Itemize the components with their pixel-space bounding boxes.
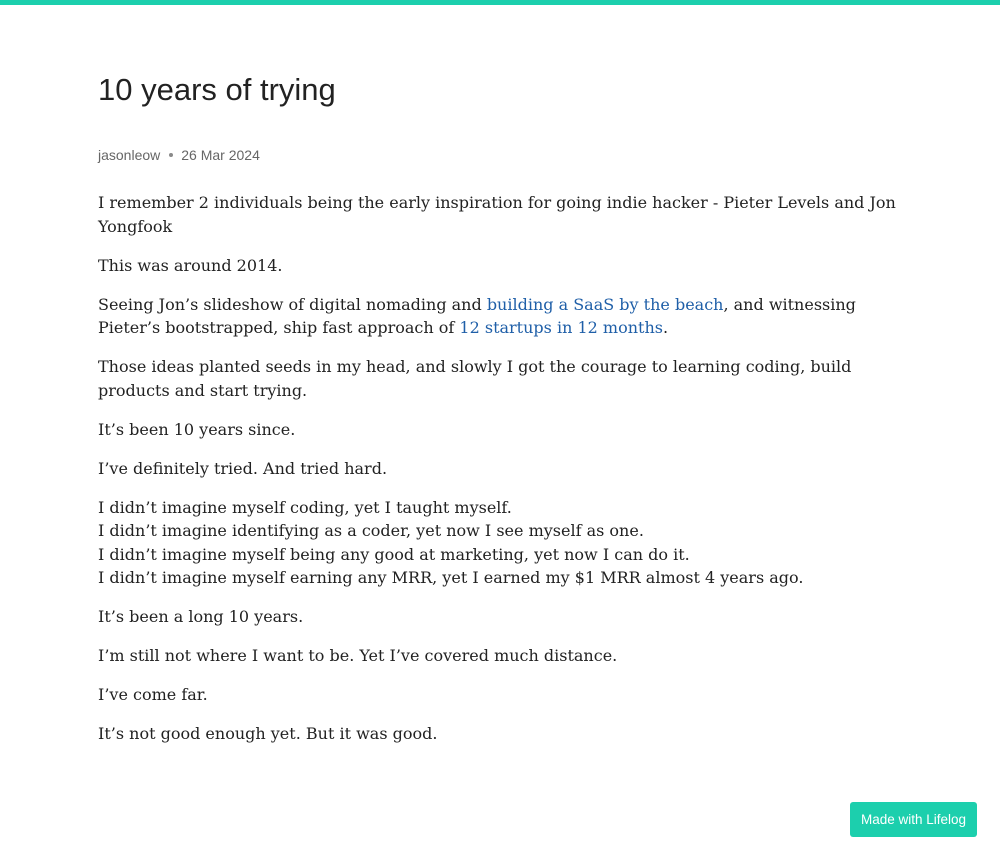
top-accent-bar	[0, 0, 1000, 5]
line-text: I didn’t imagine myself coding, yet I taught myself.	[98, 497, 512, 517]
paragraph: I’ve come far.	[98, 685, 208, 704]
post-meta	[98, 147, 260, 163]
link-12-startups[interactable]: 12 startups in 12 months	[459, 318, 663, 337]
paragraph: It’s been a long 10 years.	[98, 607, 304, 626]
separator-dot-icon	[169, 153, 173, 157]
paragraph: This was around 2014.	[98, 255, 283, 275]
paragraph: It’s not good enough yet. But it was good.	[98, 724, 438, 743]
link-saas-by-the-beach[interactable]: building a SaaS by the beach	[486, 294, 724, 314]
paragraph-text: .	[662, 318, 669, 337]
post-date: 26 Mar 2024	[181, 147, 260, 163]
line-text: I didn’t imagine myself earning any MRR, yet I earned my $1 MRR almost 4 years ago.	[98, 568, 804, 587]
paragraph: I remember 2 individuals being the early inspiration for going indie hacker - Pieter Levels and Jon Yongfook	[98, 193, 896, 236]
paragraph: I’ve definitely tried. And tried hard.	[98, 458, 388, 478]
author-link[interactable]: jasonleow	[98, 147, 161, 163]
post-title: 10 years of trying	[98, 72, 336, 107]
paragraph-text: , and witnessing Pieter’s bootstrapped, ship fast approach of	[98, 294, 856, 337]
paragraph: I’m still not where I want to be. Yet I’ve covered much distance.	[98, 646, 618, 665]
paragraph	[98, 293, 898, 340]
paragraph: Those ideas planted seeds in my head, and slowly I got the courage to learning coding, build products and start trying.	[98, 357, 852, 400]
paragraph	[98, 496, 898, 590]
paragraph-text: Seeing Jon’s slideshow of digital nomading and	[98, 294, 487, 314]
paragraph: It’s been 10 years since.	[98, 419, 296, 439]
line-text: I didn’t imagine identifying as a coder, yet now I see myself as one.	[98, 521, 644, 540]
line-text: I didn’t imagine myself being any good at marketing, yet now I can do it.	[98, 544, 690, 564]
post-body	[98, 191, 898, 761]
made-with-lifelog-button[interactable]: Made with Lifelog	[850, 802, 977, 837]
